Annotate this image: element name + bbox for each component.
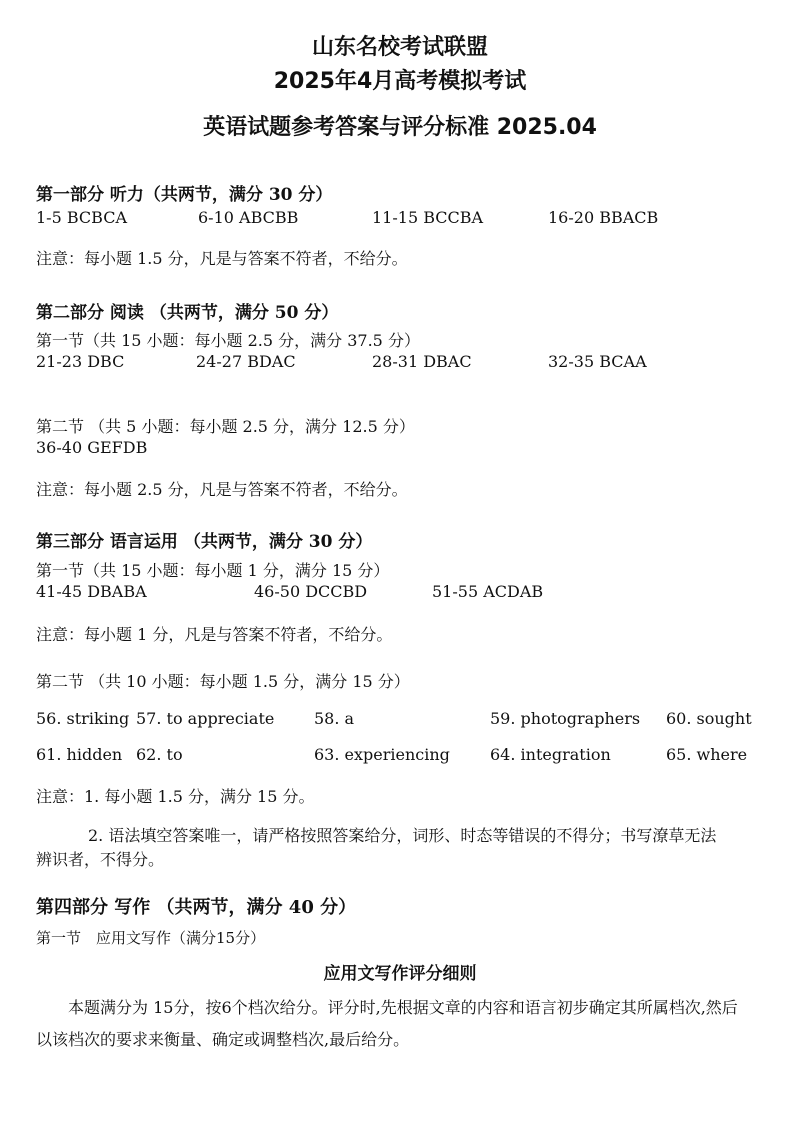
part3-note3-line2: 辨识者，不得分。	[36, 850, 165, 869]
grammar-answer: 63. experiencing	[314, 745, 450, 764]
part3-section2-title: 第二节 （共 10 小题：每小题 1.5 分，满分 15 分）	[36, 672, 410, 691]
part3-answer-group: 46-50 DCCBD	[254, 582, 368, 601]
part2-section2-title: 第二节 （共 5 小题：每小题 2.5 分，满分 12.5 分）	[36, 417, 415, 436]
part3-note2: 注意：1. 每小题 1.5 分，满分 15 分。	[36, 787, 315, 806]
grammar-answer: 59. photographers	[490, 709, 641, 728]
part1-answer-group: 11-15 BCCBA	[372, 208, 484, 227]
part1-answer-group: 1-5 BCBCA	[36, 208, 127, 227]
part2-answer-group: 32-35 BCAA	[548, 352, 647, 371]
part2-section2-answers: 36-40 GEFDB	[36, 438, 148, 457]
part2-note: 注意：每小题 2.5 分，凡是与答案不符者，不给分。	[36, 480, 408, 499]
part3-answer-group: 41-45 DBABA	[36, 582, 147, 601]
grammar-answer: 57. to appreciate	[136, 709, 275, 728]
part1-answer-group: 16-20 BBACB	[548, 208, 659, 227]
part3-section1-title: 第一节（共 15 小题：每小题 1 分，满分 15 分）	[36, 561, 390, 580]
grammar-answer: 60. sought	[666, 709, 752, 728]
part2-title: 第二部分 阅读 （共两节，满分 50 分）	[36, 303, 339, 323]
rubric-paragraph-line2: 以该档次的要求来衡量、确定或调整档次,最后给分。	[36, 1030, 410, 1049]
grammar-answer: 56. striking	[36, 709, 130, 728]
writing-rubric-heading: 应用文写作评分细则	[323, 964, 477, 984]
part2-answer-group: 24-27 BDAC	[196, 352, 296, 371]
header-exam-name: 2025年4月高考模拟考试	[273, 69, 527, 94]
grammar-answer: 65. where	[666, 745, 748, 764]
part3-title: 第三部分 语言运用 （共两节，满分 30 分）	[36, 532, 373, 552]
rubric-paragraph-line1: 本题满分为 15分，按6个档次给分。评分时,先根据文章的内容和语言初步确定其所属档次,然后	[68, 998, 738, 1017]
part4-section1-title: 第一节 应用文写作（满分15分）	[36, 929, 266, 947]
grammar-answer: 58. a	[314, 709, 355, 728]
part3-answer-group: 51-55 ACDAB	[432, 582, 544, 601]
part3-note1: 注意：每小题 1 分，凡是与答案不符者，不给分。	[36, 625, 393, 644]
grammar-answer: 62. to	[136, 745, 183, 764]
part1-answer-group: 6-10 ABCBB	[198, 208, 299, 227]
header-alliance-name: 山东名校考试联盟	[311, 35, 488, 60]
grammar-answer: 61. hidden	[36, 745, 123, 764]
header-document-title: 英语试题参考答案与评分标准 2025.04	[203, 115, 597, 140]
part4-title: 第四部分 写作 （共两节，满分 40 分）	[36, 897, 357, 918]
part2-section1-title: 第一节（共 15 小题：每小题 2.5 分，满分 37.5 分）	[36, 331, 420, 350]
part3-note3-line1: 2. 语法填空答案唯一，请严格按照答案给分，词形、时态等错误的不得分；书写潦草无法	[88, 826, 717, 845]
part2-answer-group: 21-23 DBC	[36, 352, 125, 371]
grammar-answer: 64. integration	[490, 745, 611, 764]
part1-note: 注意：每小题 1.5 分，凡是与答案不符者，不给分。	[36, 249, 408, 268]
part1-title: 第一部分 听力（共两节，满分 30 分）	[36, 185, 333, 205]
part2-answer-group: 28-31 DBAC	[372, 352, 472, 371]
